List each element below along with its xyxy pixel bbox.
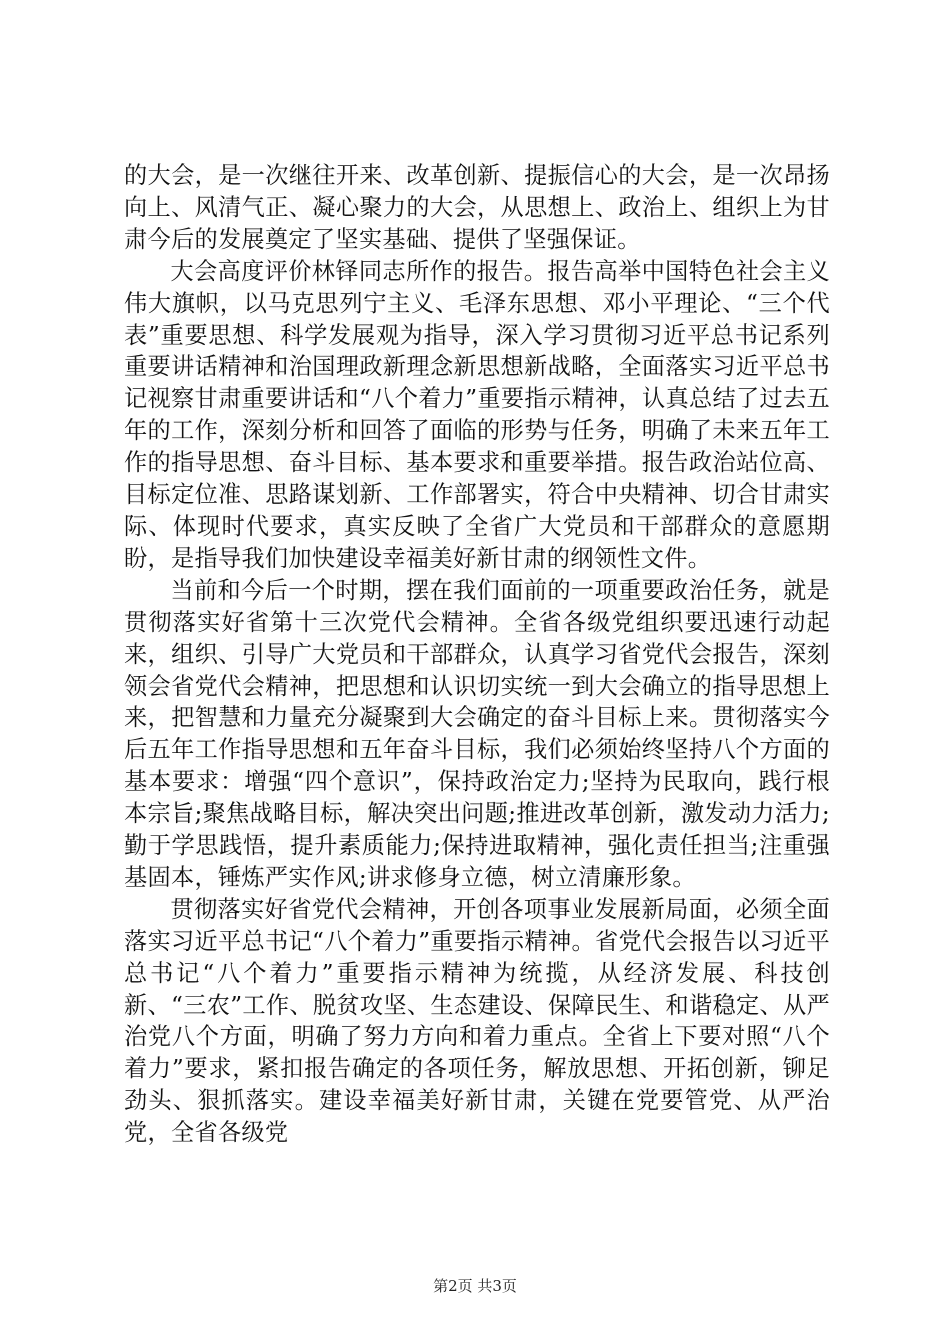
paragraph-2: 大会高度评价林铎同志所作的报告。报告高举中国特色社会主义伟大旗帜，以马克思列宁主义、毛泽东思想、邓小平理论、“三个代表”重要思想、科学发展观为指导，深入学习贯彻习近平总书记系列重要讲话精神和治国理政新理念新思想新战略，全面落实习近平总书记视察甘肃重要讲话和“八个着力”重要指示精神，认真总结了过去五年的工作，深刻分析和回答了面临的形势与任务，明确了未来五年工作的指导思想、奋斗目标、基本要求和重要举措。报告政治站位高、目标定位准、思路谋划新、工作部署实，符合中央精神、切合甘肃实际、体现时代要求，真实反映了全省广大党员和干部群众的意愿期盼，是指导我们加快建设幸福美好新甘肃的纲领性文件。 [124,257,830,572]
paragraph-3: 当前和今后一个时期，摆在我们面前的一项重要政治任务，就是贯彻落实好省第十三次党代会精神。全省各级党组织要迅速行动起来，组织、引导广大党员和干部群众，认真学习省党代会报告，深刻领会省党代会精神，把思想和认识切实统一到大会确立的指导思想上来，把智慧和力量充分凝聚到大会确定的奋斗目标上来。贯彻落实今后五年工作指导思想和五年奋斗目标，我们必须始终坚持八个方面的基本要求：增强“四个意识”，保持政治定力;坚持为民取向，践行根本宗旨;聚焦战略目标，解决突出问题;推进改革创新，激发动力活力;勤于学思践悟，提升素质能力;保持进取精神，强化责任担当;注重强基固本，锤炼严实作风;讲求修身立德，树立清廉形象。 [124,576,830,891]
page-number-footer: 第2页 共3页 [433,1277,517,1295]
paragraph-4: 贯彻落实好省党代会精神，开创各项事业发展新局面，必须全面落实习近平总书记“八个着力”重要指示精神。省党代会报告以习近平总书记“八个着力”重要指示精神为统揽，从经济发展、科技创新、“三农”工作、脱贫攻坚、生态建设、保障民生、和谐稳定、从严治党八个方面，明确了努力方向和着力重点。全省上下要对照“八个着力”要求，紧扣报告确定的各项任务，解放思想、开拓创新，铆足劲头、狠抓落实。建设幸福美好新甘肃，关键在党要管党、从严治党，全省各级党 [124,895,830,1147]
paragraph-1: 的大会，是一次继往开来、改革创新、提振信心的大会，是一次昂扬向上、风清气正、凝心聚力的大会，从思想上、政治上、组织上为甘肃今后的发展奠定了坚实基础、提供了坚强保证。 [124,162,830,253]
document-body [124,160,830,1149]
